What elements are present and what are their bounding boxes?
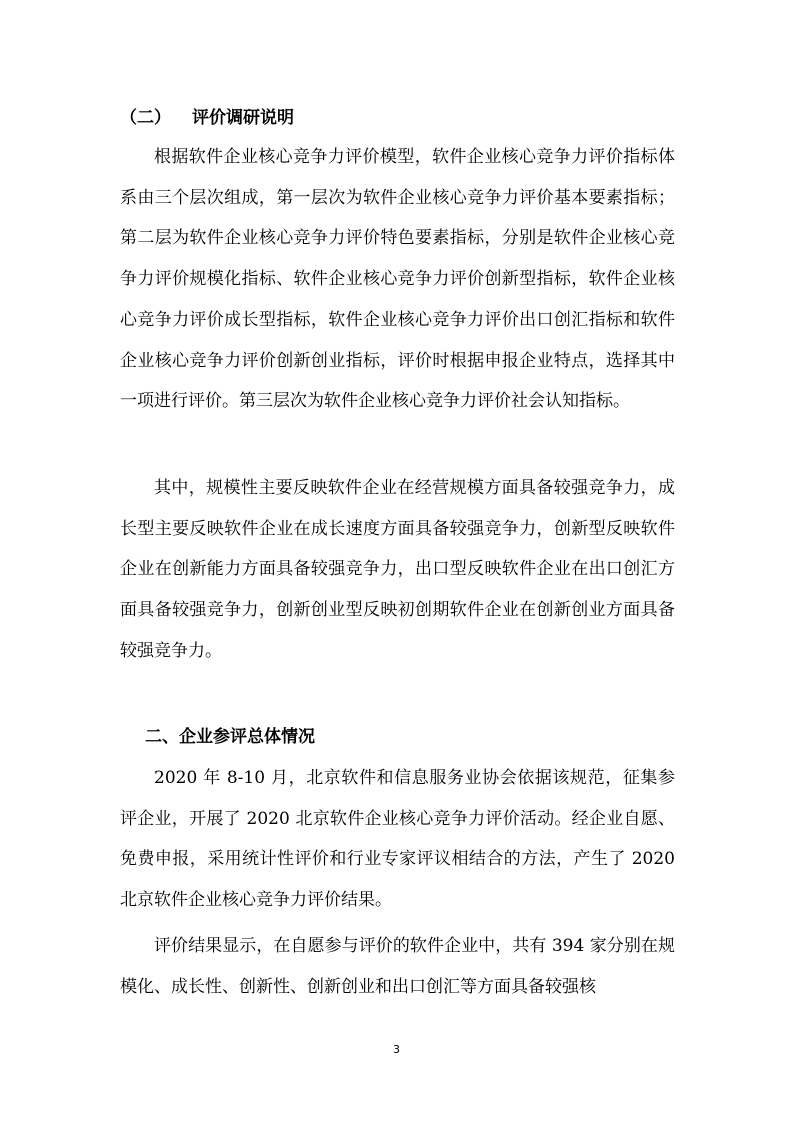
paragraph-activity-overview: 2020 年 8-10 月，北京软件和信息服务业协会依据该规范，征集参评企业，开展了 2020 北京软件企业核心竞争力评价活动。经企业自愿、免费申报，采用统计性评价和行业专家评议相结合的方法，产生了 2020 北京软件企业核心竞争力评价结果。 — [120, 768, 675, 911]
subsection-heading — [120, 106, 294, 130]
subsection-number: （二） — [120, 108, 171, 128]
page-number: 3 — [393, 1043, 400, 1056]
paragraph-indicator-types: 其中，规模性主要反映软件企业在经营规模方面具备较强竞争力，成长型主要反映软件企业在成长速度方面具备较强竞争力，创新型反映软件企业在创新能力方面具备较强竞争力，出口型反映软件企业在出口创汇方面具备较强竞争力，创新创业型反映初创期软件企业在创新创业方面具备较强竞争力。 — [120, 478, 675, 661]
subsection-title: 评价调研说明 — [192, 108, 294, 128]
paragraph-results-summary: 评价结果显示，在自愿参与评价的软件企业中，共有 394 家分别在规模化、成长性、创新性、创新创业和出口创汇等方面具备较强核 — [120, 936, 675, 997]
section-heading: 二、企业参评总体情况 — [145, 727, 315, 747]
paragraph-evaluation-model: 根据软件企业核心竞争力评价模型，软件企业核心竞争力评价指标体系由三个层次组成，第一层次为软件企业核心竞争力评价基本要素指标；第二层为软件企业核心竞争力评价特色要素指标，分别是软件企业核心竞争力评价规模化指标、软件企业核心竞争力评价创新型指标，软件企业核心竞争力评价成长型指标，软件企业核心竞争力评价出口创汇指标和软件企业核心竞争力评价创新创业指标，评价时根据申报企业特点，选择其中一项进行评价。第三层次为软件企业核心竞争力评价社会认知指标。 — [120, 147, 675, 412]
